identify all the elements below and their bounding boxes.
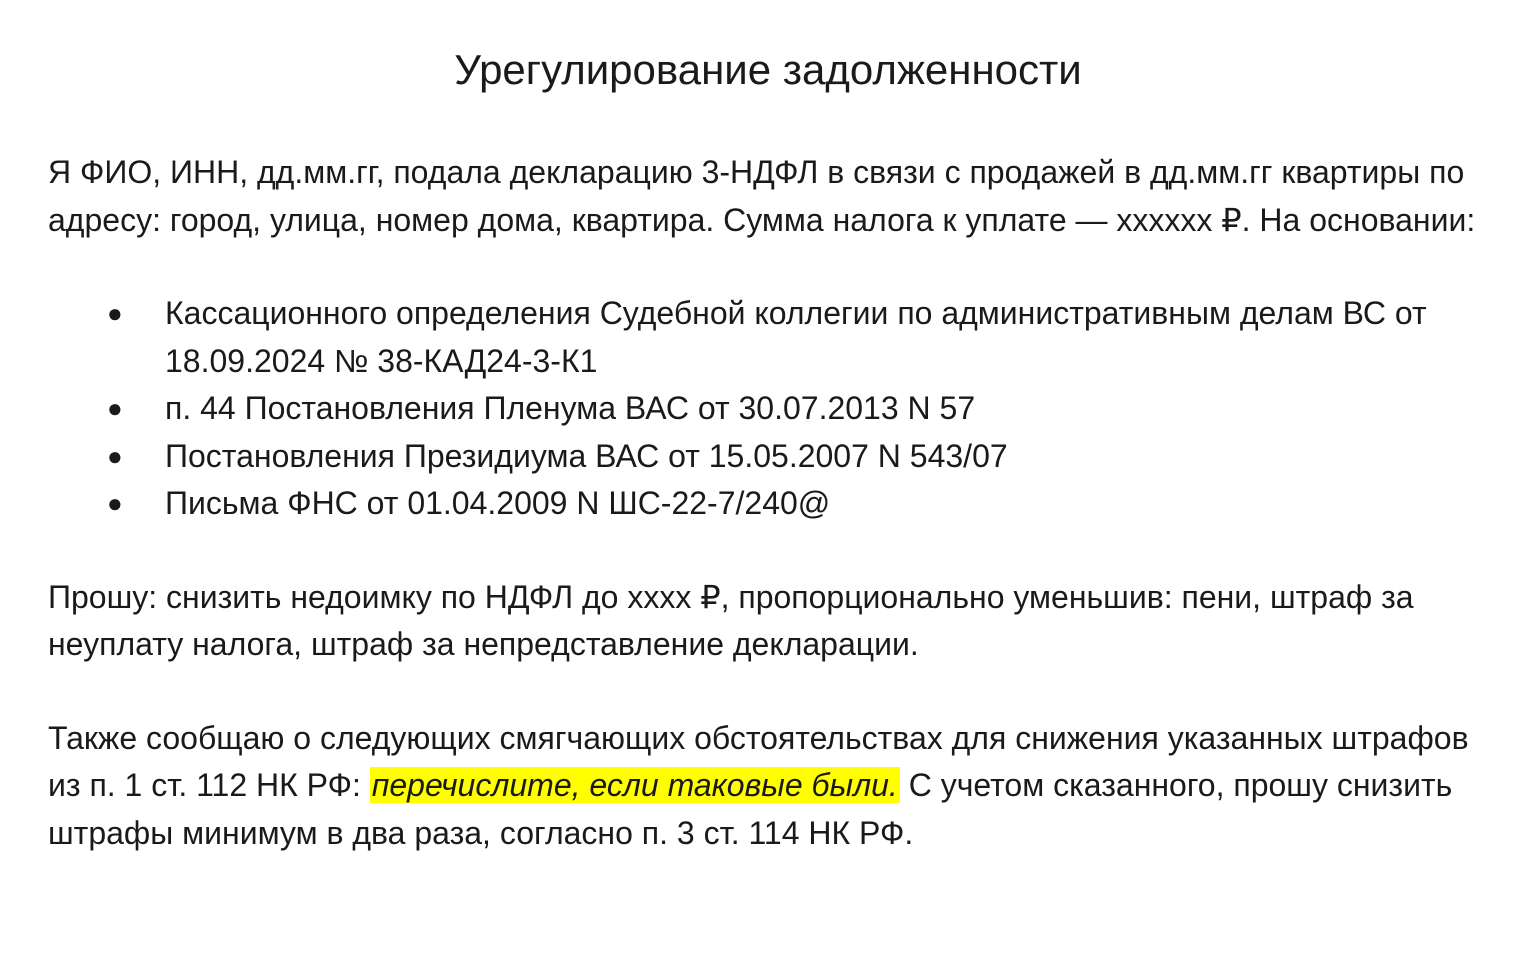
bullet-icon: ●	[107, 298, 123, 328]
references-list	[48, 290, 1488, 528]
list-item	[107, 385, 1488, 433]
bullet-icon: ●	[107, 393, 123, 423]
document-page	[48, 0, 1488, 857]
bullet-icon: ●	[107, 440, 123, 471]
document-title: Урегулирование задолженности	[454, 46, 1082, 93]
reference-text: Письма ФНС от 01.04.2009 N ШС-22-7/240@	[165, 485, 831, 521]
reference-text: п. 44 Постановления Пленума ВАС от 30.07.2013 N 57	[165, 390, 976, 426]
list-item	[107, 480, 1488, 528]
list-item	[107, 290, 1488, 385]
mitigation-paragraph	[48, 715, 1488, 858]
highlighted-placeholder: перечислите, если таковые были.	[371, 767, 898, 803]
intro-paragraph: Я ФИО, ИНН, дд.мм.гг, подала декларацию 3-НДФЛ в связи с продажей в дд.мм.гг квартиры по адресу: город, улица, номер дома, квартира. Сумма налога к уплате — xxxxxx ₽. На основании:	[48, 154, 1476, 238]
request-paragraph: Прошу: снизить недоимку по НДФЛ до xxxx ₽, пропорционально уменьшив: пени, штраф за неуплату налога, штраф за непредставление декларации.	[48, 578, 1414, 662]
reference-text: Кассационного определения Судебной коллегии по административным делам ВС от 18.09.2024 № 38-КАД24-3-К1	[165, 295, 1427, 379]
mitigation-text-after: С учетом сказанного, прошу снизить штрафы минимум в два раза, согласно п. 3 ст. 114 НК РФ.	[48, 767, 1453, 851]
reference-text: Постановления Президиума ВАС от 15.05.2007 N 543/07	[165, 437, 1008, 474]
list-item	[107, 433, 1488, 481]
bullet-icon: ●	[107, 488, 123, 518]
mitigation-text-before: Также сообщаю о следующих смягчающих обстоятельствах для снижения указанных штрафов из п. 1 ст. 112 НК РФ:	[48, 719, 1469, 803]
